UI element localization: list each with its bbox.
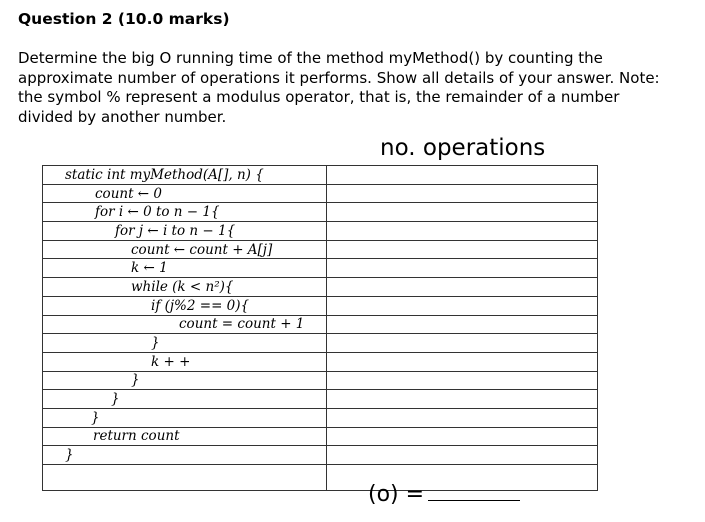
code-line: }: [131, 372, 140, 389]
code-row: [43, 315, 598, 334]
question-text: Determine the big O running time of the method myMethod() by counting the approximate number of operations it performs. Show all details of your answer. Note: the symbol % represent a modulus operator, that is, the remainder of a number divided by another number.: [18, 49, 660, 126]
code-cell: [43, 278, 327, 297]
operations-column-header: no. operations: [380, 135, 546, 161]
operations-cell[interactable]: [327, 166, 598, 185]
code-line: count = count + 1: [179, 316, 305, 333]
operations-cell[interactable]: [327, 315, 598, 334]
code-line: k ← 1: [131, 260, 168, 277]
code-line: }: [91, 409, 100, 426]
code-cell: [43, 465, 327, 491]
code-row: [43, 334, 598, 353]
code-line: }: [65, 447, 74, 464]
code-line: }: [151, 335, 160, 352]
code-row: [43, 296, 598, 315]
code-line: return count: [93, 428, 180, 445]
operations-cell[interactable]: [327, 278, 598, 297]
code-line: while (k < n²){: [131, 278, 234, 295]
operations-cell[interactable]: [327, 371, 598, 390]
operations-cell[interactable]: [327, 427, 598, 446]
operations-cell[interactable]: [327, 203, 598, 222]
code-row: [43, 427, 598, 446]
code-line: k + +: [151, 353, 191, 370]
code-row: [43, 203, 598, 222]
code-operations-table: [42, 165, 598, 491]
code-line: static int myMethod(A[], n) {: [65, 166, 264, 183]
code-row: [43, 222, 598, 241]
code-line: }: [111, 391, 120, 408]
code-cell: [43, 390, 327, 409]
code-cell: [43, 259, 327, 278]
code-cell: [43, 352, 327, 371]
code-cell: [43, 166, 327, 185]
operations-cell[interactable]: [327, 240, 598, 259]
operations-cell[interactable]: [327, 352, 598, 371]
code-cell: [43, 446, 327, 465]
operations-cell[interactable]: [327, 390, 598, 409]
code-row: [43, 390, 598, 409]
answer-line: [368, 480, 520, 507]
code-cell: [43, 240, 327, 259]
code-line: count ← 0: [95, 185, 162, 202]
code-cell: [43, 427, 327, 446]
code-cell: [43, 296, 327, 315]
code-cell: [43, 371, 327, 390]
operations-cell[interactable]: [327, 446, 598, 465]
code-cell: [43, 315, 327, 334]
operations-cell[interactable]: [327, 184, 598, 203]
code-row: [43, 408, 598, 427]
code-cell: [43, 408, 327, 427]
code-cell: [43, 203, 327, 222]
operations-cell[interactable]: [327, 222, 598, 241]
code-line: for i ← 0 to n − 1{: [95, 204, 220, 221]
answer-label: (o) =: [368, 482, 425, 507]
operations-cell[interactable]: [327, 259, 598, 278]
code-row: [43, 278, 598, 297]
code-cell: [43, 334, 327, 353]
operations-cell[interactable]: [327, 334, 598, 353]
question-title: Question 2 (10.0 marks): [18, 10, 230, 28]
code-line: for j ← i to n − 1{: [115, 222, 236, 239]
code-line: if (j%2 == 0){: [151, 297, 250, 314]
code-cell: [43, 184, 327, 203]
code-row: [43, 184, 598, 203]
code-row: [43, 240, 598, 259]
code-row: [43, 446, 598, 465]
code-row: [43, 371, 598, 390]
code-row: [43, 166, 598, 185]
code-cell: [43, 222, 327, 241]
operations-cell[interactable]: [327, 296, 598, 315]
code-line: count ← count + A[j]: [131, 241, 273, 258]
operations-cell[interactable]: [327, 408, 598, 427]
code-row: [43, 352, 598, 371]
answer-blank[interactable]: [428, 480, 520, 501]
code-row: [43, 259, 598, 278]
